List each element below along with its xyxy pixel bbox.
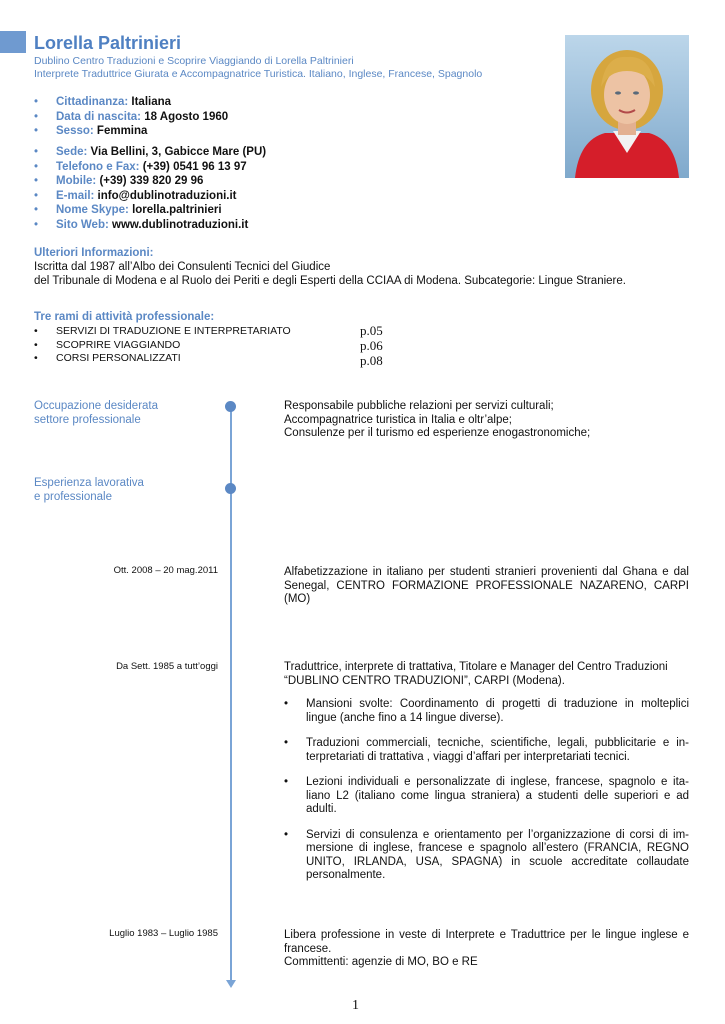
occupazione-label: Occupazione desiderata settore professionale bbox=[34, 400, 159, 426]
occupazione-text: Responsabile pubbliche relazioni per servizi culturali; Accompagnatrice turistica in Italia e oltr’alpe; Consulenze per il turismo ed esperienze enogastronomiche; bbox=[284, 400, 591, 439]
contact-row-skype: • Nome Skype: lorella.paltrinieri bbox=[34, 204, 222, 216]
contact-value: Via Bellini, 3, Gabicce Mare (PU) bbox=[90, 146, 267, 158]
website-link[interactable]: www.dublinotraduzioni.it bbox=[112, 218, 249, 231]
experience-duties-list bbox=[284, 698, 689, 895]
contact-row-telefono: • Telefono e Fax: (+39) 0541 96 13 97 bbox=[34, 160, 247, 173]
rami-list bbox=[34, 325, 291, 366]
info-value: Italiana bbox=[131, 96, 172, 108]
subtitle-line-2: Interprete Traduttrice Giurata e Accompagnatrice Turistica. Italiano, Inglese, Francese, Spagnolo bbox=[34, 68, 483, 80]
timeline-dot bbox=[225, 401, 236, 412]
profile-photo bbox=[565, 35, 689, 178]
ulteriori-heading: Ulteriori Informazioni: bbox=[34, 247, 154, 259]
rami-page-ref[interactable]: p.05 bbox=[360, 323, 383, 338]
subtitle-line-1: Dublino Centro Traduzioni e Scoprire Viaggiando di Lorella Paltrinieri bbox=[34, 55, 354, 67]
experience-description: Traduttrice, interprete di trattativa, Titolare e Manager del Centro Traduzioni “DUBLINO CENTRO TRADUZIONI”, CARPI (Modena). bbox=[284, 661, 668, 687]
experience-description: Alfabetizzazione in italiano per studenti stranieri provenienti dal Ghana e dal Senegal, CENTRO FORMAZIONE PROFESSIONALE NAZARENO, CARPI (MO) bbox=[284, 566, 689, 605]
rami-page-ref[interactable]: p.06 bbox=[360, 338, 383, 353]
info-label: Sesso: bbox=[56, 125, 94, 137]
rami-item: • CORSI PERSONALIZZATI bbox=[34, 352, 181, 364]
ulteriori-line-2: del Tribunale di Modena e al Ruolo dei Periti e degli Esperti della CCIAA di Modena. Subcategorie: Lingue Straniere. bbox=[34, 275, 626, 287]
list-item: • Servizi di consulenza e orientamento per l’organizzazione di corsi di im-mersione di inglese, francese e spagnolo all’estero (FRANCIA, REGNO UNITO, IRLANDA, USA, SPAGNA) in scuole accreditate collaudate personalmente. bbox=[284, 828, 689, 881]
rami-item-label: SCOPRIRE VIAGGIANDO bbox=[56, 338, 181, 351]
contact-value: lorella.paltrinieri bbox=[132, 204, 222, 216]
list-item: • Mansioni svolte: Coordinamento di progetti di traduzione in molteplici lingue (anche fino a 14 lingue diverse). bbox=[284, 698, 689, 724]
experience-date: Luglio 1983 – Luglio 1985 bbox=[109, 928, 218, 939]
contact-label: Sito Web: bbox=[56, 218, 109, 231]
info-row-sesso: • Sesso: Femmina bbox=[34, 125, 148, 137]
contact-label: Telefono e Fax: bbox=[56, 160, 140, 173]
contact-value: (+39) 339 820 29 96 bbox=[99, 175, 204, 187]
timeline-dot bbox=[225, 483, 236, 494]
rami-item: • SCOPRIRE VIAGGIANDO bbox=[34, 338, 181, 351]
rami-page-ref[interactable]: p.08 bbox=[360, 353, 383, 368]
person-name: Lorella Paltrinieri bbox=[34, 33, 182, 53]
contact-row-sede: • Sede: Via Bellini, 3, Gabicce Mare (PU) bbox=[34, 146, 267, 158]
contact-row-mobile: • Mobile: (+39) 339 820 29 96 bbox=[34, 175, 204, 187]
contact-label: E-mail: bbox=[56, 189, 95, 202]
ulteriori-line-1: Iscritta dal 1987 all’Albo dei Consulenti Tecnici del Giudice bbox=[34, 261, 331, 273]
contact-label: Mobile: bbox=[56, 175, 97, 187]
list-item: • Lezioni individuali e personalizzate di inglese, francese, spagnolo e ita-liano L2 (italiano come lingua straniera) a studenti delle superiori e ad adulti. bbox=[284, 776, 689, 815]
experience-date: Ott. 2008 – 20 mag.2011 bbox=[113, 565, 218, 576]
info-label: Cittadinanza: bbox=[56, 96, 129, 108]
info-row-data-nascita: • Data di nascita: 18 Agosto 1960 bbox=[34, 110, 229, 123]
info-value: 18 Agosto 1960 bbox=[144, 110, 229, 123]
contact-row-sito-web: • Sito Web: www.dublinotraduzioni.it bbox=[34, 218, 249, 231]
esperienza-label: Esperienza lavorativa e professionale bbox=[34, 477, 144, 503]
contact-label: Nome Skype: bbox=[56, 204, 129, 216]
contact-label: Sede: bbox=[56, 146, 88, 158]
info-value: Femmina bbox=[96, 125, 148, 137]
experience-date: Da Sett. 1985 a tutt’oggi bbox=[116, 661, 218, 672]
header-accent-block bbox=[0, 31, 26, 53]
contact-info-list bbox=[34, 145, 266, 232]
rami-item-label: SERVIZI DI TRADUZIONE E INTERPRETARIATO bbox=[56, 325, 291, 337]
experience-description: Libera professione in veste di Interprete e Traduttrice per le lingue inglese e francese. Committenti: agenzie di MO, BO e RE bbox=[284, 929, 689, 968]
info-label: Data di nascita: bbox=[56, 110, 141, 123]
rami-item-label: CORSI PERSONALIZZATI bbox=[56, 352, 181, 364]
email-link[interactable]: info@dublinotraduzioni.it bbox=[97, 189, 237, 202]
rami-item: • SERVIZI DI TRADUZIONE E INTERPRETARIATO bbox=[34, 325, 291, 337]
page-number: 1 bbox=[352, 998, 359, 1013]
contact-row-email: • E-mail: info@dublinotraduzioni.it bbox=[34, 189, 237, 202]
list-item: • Traduzioni commerciali, tecniche, scientifiche, legali, pubblicitarie e in-terpretariati di trattativa , viaggi d’affari per interpretariati tecnici. bbox=[284, 737, 689, 763]
timeline-arrow-icon bbox=[226, 980, 236, 988]
info-row-cittadinanza: • Cittadinanza: Italiana bbox=[34, 96, 172, 108]
contact-value: (+39) 0541 96 13 97 bbox=[142, 160, 247, 173]
rami-heading: Tre rami di attività professionale: bbox=[34, 311, 215, 323]
personal-info-list bbox=[34, 95, 228, 139]
